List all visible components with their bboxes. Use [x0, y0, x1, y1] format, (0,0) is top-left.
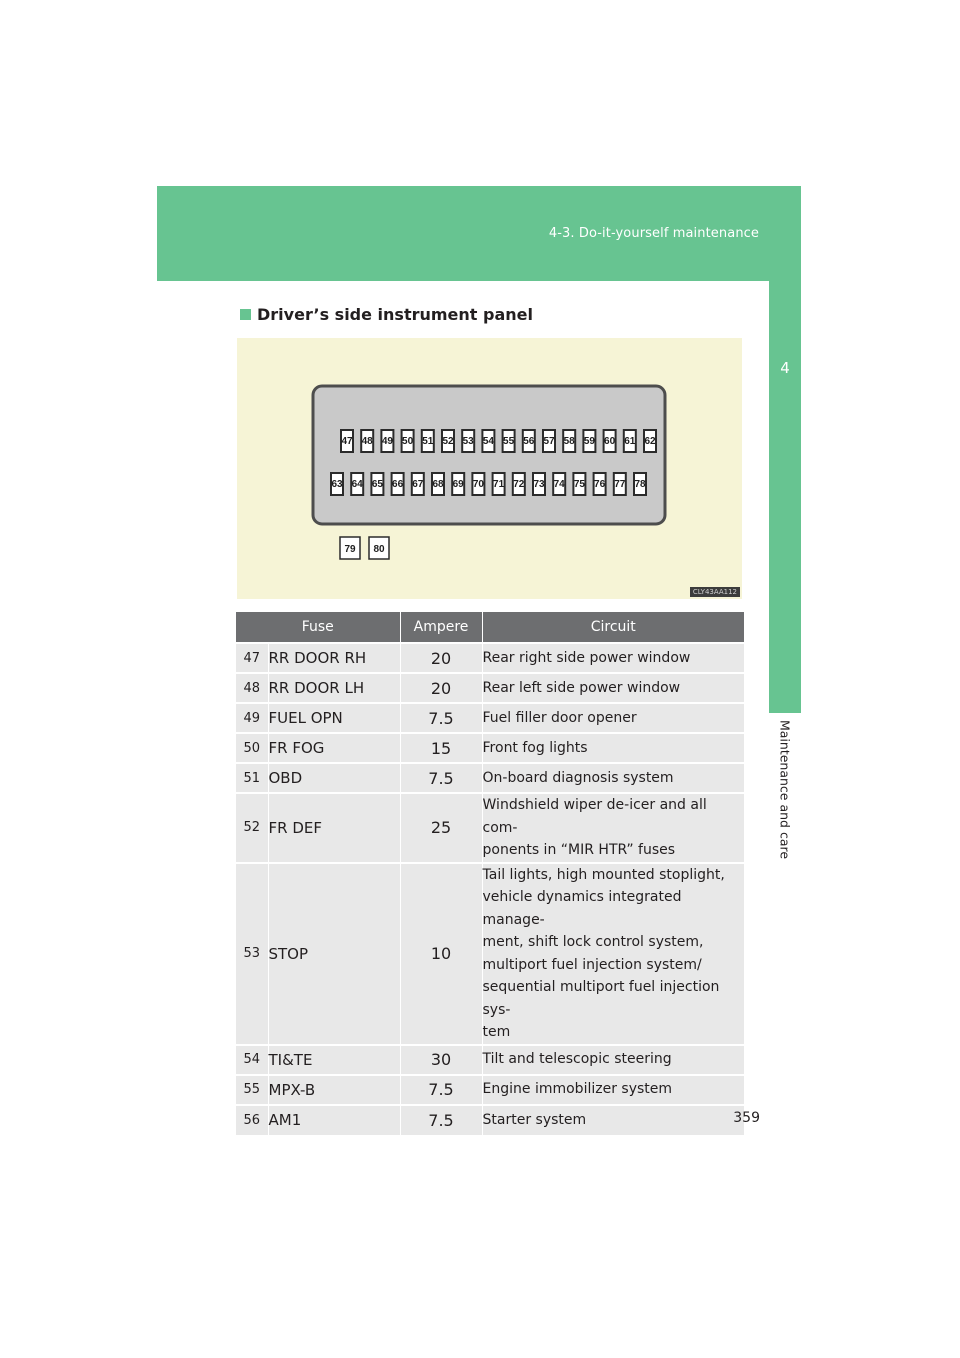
fuse-number: 55 [236, 1075, 268, 1105]
fuse-slot-label: 78 [634, 479, 646, 490]
table-row [236, 863, 744, 1045]
fuse-slot [381, 430, 393, 452]
header-ampere: Ampere [400, 612, 482, 643]
fuse-slot [432, 473, 444, 495]
square-bullet-icon [240, 309, 251, 320]
section-title: 4-3. Do-it-yourself maintenance [548, 226, 759, 241]
fuse-slot [402, 430, 414, 452]
subheading-text: Driver’s side instrument panel [257, 305, 533, 324]
chapter-number: 4 [780, 359, 790, 377]
header-circuit: Circuit [482, 612, 744, 643]
fuse-name: RR DOOR RH [268, 643, 400, 673]
fuse-number: 50 [236, 733, 268, 763]
fuse-circuit [482, 1075, 744, 1105]
fuse-slot [392, 473, 404, 495]
circuit-line: vehicle dynamics integrated manage- [482, 889, 682, 928]
fuse-number: 54 [236, 1045, 268, 1075]
circuit-line: Engine immobilizer system [482, 1081, 673, 1098]
fuse-slot-label: 71 [493, 479, 505, 490]
fuse-slot-label: 59 [583, 436, 595, 447]
fuse-slot [493, 473, 505, 495]
fuse-slot-label: 50 [402, 436, 414, 447]
fuse-ampere: 7.5 [400, 1075, 482, 1105]
fuse-slot [442, 430, 454, 452]
circuit-line: Windshield wiper de-icer and all com- [482, 797, 707, 836]
table-header-row [236, 612, 744, 643]
fuse-slot [351, 473, 363, 495]
fuse-slot-label: 60 [604, 436, 616, 447]
fuse-slot [594, 473, 606, 495]
fuse-ampere: 15 [400, 733, 482, 763]
fuse-slot-label: 61 [624, 436, 636, 447]
fuse-name: AM1 [268, 1105, 400, 1135]
circuit-line: Tail lights, high mounted stoplight, [482, 866, 725, 883]
fuse-slot-label: 47 [341, 436, 353, 447]
fuse-box-illustration [237, 338, 742, 599]
circuit-line: On-board diagnosis system [482, 769, 674, 786]
fuse-slot-label: 72 [513, 479, 525, 490]
fuse-slot [452, 473, 464, 495]
fuse-slot-label: 65 [371, 479, 383, 490]
fuse-slot-large [340, 537, 360, 559]
fuse-slot-label: 67 [412, 479, 424, 490]
table-row [236, 1075, 744, 1105]
fuse-circuit [482, 763, 744, 793]
fuse-ampere: 10 [400, 863, 482, 1045]
circuit-line: Fuel filler door opener [482, 709, 637, 726]
fuse-slot [604, 430, 616, 452]
fuse-slot [563, 430, 575, 452]
fuse-slot-label: 68 [432, 479, 444, 490]
table-row [236, 1045, 744, 1075]
fuse-slot [573, 473, 585, 495]
fuse-slot [513, 473, 525, 495]
fuse-ampere: 20 [400, 643, 482, 673]
fuse-slot [533, 473, 545, 495]
fuse-slot [624, 430, 636, 452]
circuit-line: ponents in “MIR HTR” fuses [482, 842, 676, 858]
fuse-name: FR DEF [268, 793, 400, 863]
fuse-slot-label: 70 [472, 479, 484, 490]
fuse-slot-label: 66 [392, 479, 404, 490]
fuse-panel-outline [313, 386, 665, 524]
fuse-number: 51 [236, 763, 268, 793]
fuse-name: FR FOG [268, 733, 400, 763]
fuse-circuit [482, 703, 744, 733]
fuse-slot [583, 430, 595, 452]
table-row [236, 793, 744, 863]
fuse-slot-label: 74 [553, 479, 565, 490]
fuse-name: MPX-B [268, 1075, 400, 1105]
fuse-slot-label: 56 [523, 436, 535, 447]
fuse-box-diagram [237, 338, 742, 599]
fuse-slot-large [369, 537, 389, 559]
circuit-line: Rear left side power window [482, 679, 681, 696]
circuit-line: multiport fuel injection system/ [482, 956, 702, 973]
section-header-bar [157, 186, 801, 281]
fuse-slot [644, 430, 656, 452]
fuse-circuit [482, 673, 744, 703]
circuit-line: sequential multiport fuel injection sys- [482, 979, 720, 1018]
page-number: 359 [733, 1110, 760, 1126]
fuse-slot-label: 80 [373, 544, 385, 555]
fuse-slot-label: 75 [573, 479, 585, 490]
fuse-slot [503, 430, 515, 452]
fuse-slot-label: 54 [482, 436, 494, 447]
table-row [236, 733, 744, 763]
fuse-number: 56 [236, 1105, 268, 1135]
fuse-circuit [482, 643, 744, 673]
fuse-circuit [482, 863, 744, 1045]
fuse-slot-label: 49 [381, 436, 393, 447]
fuse-slot-label: 57 [543, 436, 555, 447]
fuse-ampere: 20 [400, 673, 482, 703]
fuse-slot-label: 53 [462, 436, 474, 447]
chapter-tab [769, 281, 801, 713]
fuse-slot [361, 430, 373, 452]
fuse-slot [371, 473, 383, 495]
circuit-line: Rear right side power window [482, 649, 691, 666]
fuse-slot-label: 64 [351, 479, 363, 490]
fuse-ampere: 30 [400, 1045, 482, 1075]
fuse-name: OBD [268, 763, 400, 793]
circuit-line: ment, shift lock control system, [482, 934, 704, 950]
fuse-number: 52 [236, 793, 268, 863]
fuse-ampere: 7.5 [400, 1105, 482, 1135]
fuse-name: RR DOOR LH [268, 673, 400, 703]
fuse-number: 53 [236, 863, 268, 1045]
fuse-slot [331, 473, 343, 495]
fuse-slot-label: 48 [361, 436, 373, 447]
fuse-slot-label: 79 [344, 544, 356, 555]
fuse-circuit [482, 733, 744, 763]
table-row [236, 763, 744, 793]
table-row [236, 673, 744, 703]
fuse-slot [614, 473, 626, 495]
fuse-circuit [482, 1045, 744, 1075]
fuse-slot [553, 473, 565, 495]
fuse-name: STOP [268, 863, 400, 1045]
fuse-slot [482, 430, 494, 452]
chapter-label-area [769, 712, 801, 892]
fuse-ampere: 7.5 [400, 763, 482, 793]
fuse-slot [422, 430, 434, 452]
fuse-slot-label: 52 [442, 436, 454, 447]
fuse-ampere: 7.5 [400, 703, 482, 733]
fuse-slot-label: 77 [614, 479, 626, 490]
fuse-table [236, 612, 744, 1135]
fuse-slot-label: 51 [422, 436, 434, 447]
fuse-slot-label: 73 [533, 479, 545, 490]
fuse-slot [472, 473, 484, 495]
fuse-slot [341, 430, 353, 452]
table-row [236, 703, 744, 733]
table-row [236, 1105, 744, 1135]
fuse-slot [523, 430, 535, 452]
table-row [236, 643, 744, 673]
fuse-circuit [482, 793, 744, 863]
circuit-line: Starter system [482, 1111, 587, 1128]
fuse-ampere: 25 [400, 793, 482, 863]
fuse-number: 48 [236, 673, 268, 703]
circuit-line: tem [482, 1024, 511, 1040]
circuit-line: Front fog lights [482, 739, 588, 756]
subheading [240, 305, 533, 324]
fuse-slot-label: 69 [452, 479, 464, 490]
fuse-slot-label: 62 [644, 436, 656, 447]
header-fuse: Fuse [236, 612, 400, 643]
fuse-slot [412, 473, 424, 495]
fuse-number: 47 [236, 643, 268, 673]
fuse-slot-label: 76 [594, 479, 606, 490]
fuse-circuit [482, 1105, 744, 1135]
diagram-code: CLY43AA112 [690, 587, 740, 597]
fuse-slot [634, 473, 646, 495]
fuse-name: TI&TE [268, 1045, 400, 1075]
chapter-label: Maintenance and care [777, 720, 793, 860]
fuse-slot [462, 430, 474, 452]
fuse-name: FUEL OPN [268, 703, 400, 733]
circuit-line: Tilt and telescopic steering [482, 1051, 672, 1068]
fuse-slot-label: 55 [503, 436, 515, 447]
fuse-slot-label: 58 [563, 436, 575, 447]
fuse-number: 49 [236, 703, 268, 733]
fuse-slot-label: 63 [331, 479, 343, 490]
fuse-slot [543, 430, 555, 452]
